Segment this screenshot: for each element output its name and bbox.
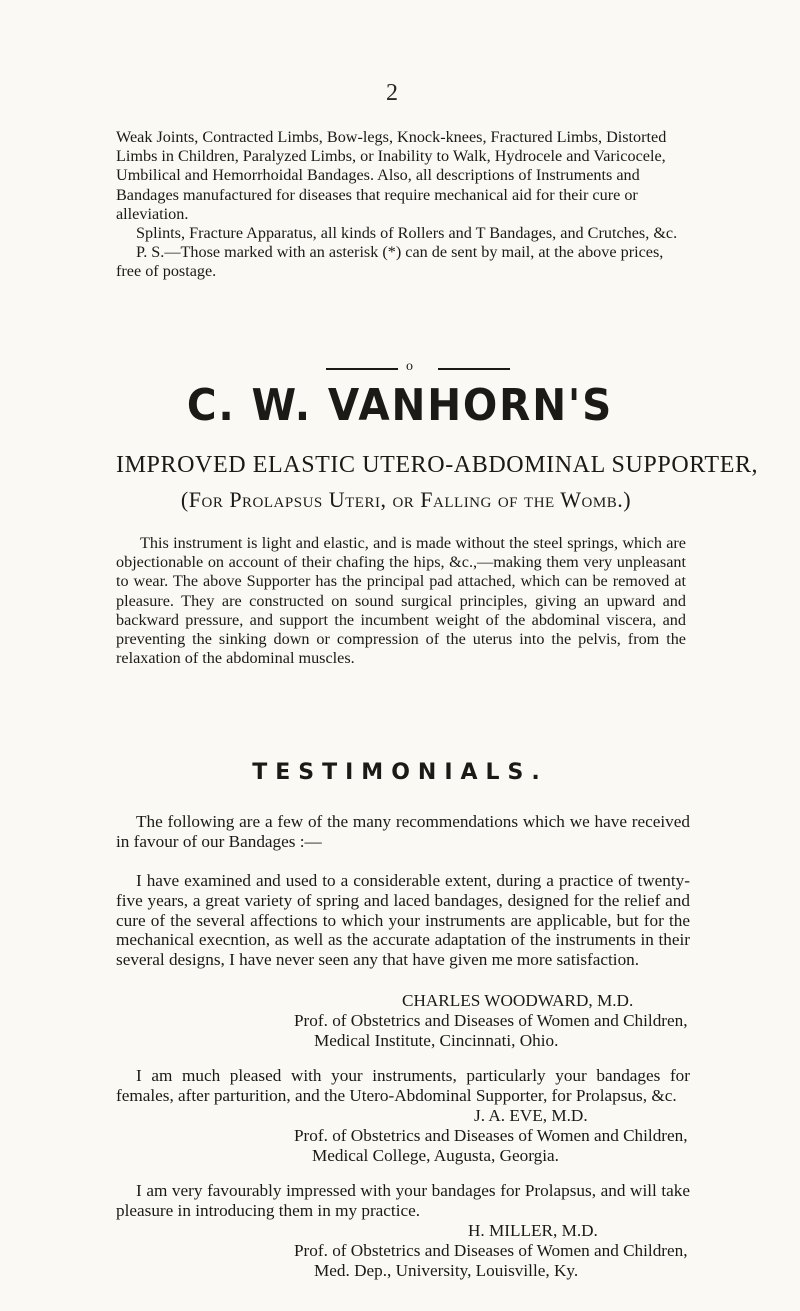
testimonial-institution: Medical College, Augusta, Georgia. [312, 1146, 559, 1165]
divider-rule-right [438, 368, 510, 370]
intro-paragraph-splints: Splints, Fracture Apparatus, all kinds of Rollers and T Bandages, and Crutches, &c. [136, 224, 678, 243]
testimonial-woodward [116, 871, 690, 970]
intro-paragraph-postscript: P. S.—Those marked with an asterisk (*) can de sent by mail, at the above prices, free of postage. [116, 243, 664, 281]
product-title: IMPROVED ELASTIC UTERO-ABDOMINAL SUPPORTER, [116, 452, 759, 478]
testimonial-title: Prof. of Obstetrics and Diseases of Women and Children, [294, 1241, 688, 1260]
section-divider [326, 359, 510, 374]
description-paragraph: This instrument is light and elastic, and is made without the steel springs, which are objectionable on account of their chafing the hips, &c.,—making them very unpleasant to wear. The above Supporter has the principal pad attached, which can be removed at pleasure. They are constructed on sound surgical principles, giving an upward and backward pressure, and support the incumbent weight of the abdominal viscera, and preventing the sinking down or compression of the uterus into the pelvis, from the relaxation of the abdominal muscles. [116, 534, 686, 668]
testimonial-eve [116, 1066, 690, 1106]
divider-rule-left [326, 368, 398, 370]
testimonial-miller [116, 1181, 690, 1221]
testimonial-institution: Medical Institute, Cincinnati, Ohio. [314, 1031, 559, 1050]
divider-mark: o [406, 359, 413, 374]
testimonial-text: I have examined and used to a considerable extent, during a practice of twenty-five years, a great variety of spring and laced bandages, designed for the relief and cure of the several affections to which your instruments are applicable, but for the mechanical execntion, as well as the accurate adaptation of the instruments in their several designs, I have never seen any that have given me more satisfaction. [116, 871, 690, 970]
testimonial-name: H. MILLER, M.D. [468, 1221, 598, 1240]
testimonial-title: Prof. of Obstetrics and Diseases of Women and Children, [294, 1011, 688, 1030]
testimonials-intro-text: The following are a few of the many recommendations which we have received in favour of our Bandages :— [116, 812, 690, 851]
testimonials-intro [116, 812, 690, 852]
testimonial-title: Prof. of Obstetrics and Diseases of Women and Children, [294, 1126, 688, 1145]
testimonial-institution: Med. Dep., University, Louisville, Ky. [314, 1261, 579, 1280]
intro-section [116, 128, 686, 282]
product-subtitle: (For Prolapsus Uteri, or Falling of the Womb.) [180, 487, 632, 512]
intro-paragraph-conditions: Weak Joints, Contracted Limbs, Bow-legs, Knock-knees, Fractured Limbs, Distorted Limbs in Children, Paralyzed Limbs, or Inability to Walk, Hydrocele and Varicocele, Umbilical and Hemorrhoidal Bandages. Also, all descriptions of Instruments and Bandages manufactured for diseases that require mechanical aid for their cure or alleviation. [116, 128, 667, 223]
testimonial-name: J. A. EVE, M.D. [474, 1106, 588, 1125]
page-number: 2 [386, 80, 399, 106]
product-description [116, 534, 686, 668]
testimonial-text: I am much pleased with your instruments, particularly your bandages for females, after parturition, and the Utero-Abdominal Supporter, for Prolapsus, &c. [116, 1066, 690, 1105]
brand-heading: C. W. VANHORN'S [186, 380, 614, 431]
testimonial-text: I am very favourably impressed with your bandages for Prolapsus, and will take pleasure in introducing them in my practice. [116, 1181, 690, 1220]
testimonials-heading: TESTIMONIALS. [252, 760, 548, 785]
testimonial-name: CHARLES WOODWARD, M.D. [402, 991, 634, 1010]
